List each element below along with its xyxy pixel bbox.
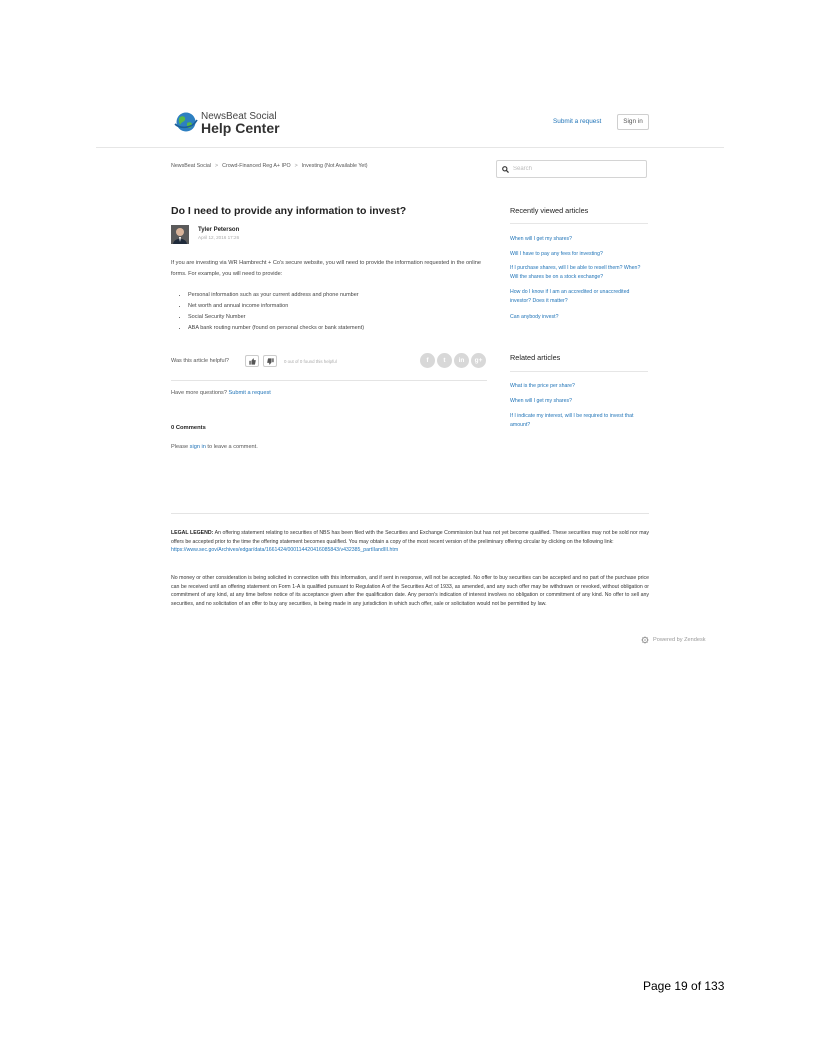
thumbs-up-icon (249, 358, 256, 365)
breadcrumb-item[interactable]: Crowd-Financed Reg A+ IPO (222, 163, 291, 169)
related-article-link[interactable]: If I indicate my interest, will I be required to invest that amount? (510, 413, 634, 428)
twitter-share-icon[interactable]: t (437, 353, 452, 368)
recent-article-link[interactable]: How do I know if I am an accredited or unaccredited investor? Does it matter? (510, 289, 630, 304)
list-item: • Personal information such as your current address and phone number (188, 290, 488, 301)
sign-in-link[interactable]: sign in (189, 444, 206, 450)
article-title: Do I need to provide any information to invest? (171, 205, 407, 217)
more-questions (171, 390, 271, 396)
linkedin-share-icon[interactable]: in (454, 353, 469, 368)
comment-prefix: Please (171, 444, 189, 450)
sign-in-button[interactable]: Sign in (617, 114, 649, 130)
vote-count: 0 out of 0 found this helpful (284, 359, 337, 364)
sidebar-divider (510, 223, 648, 224)
recently-viewed-heading: Recently viewed articles (510, 206, 589, 215)
powered-by[interactable] (641, 636, 706, 644)
sidebar-divider (510, 371, 648, 372)
brand-name: NewsBeat Social (201, 111, 277, 122)
brand-title[interactable]: Help Center (201, 120, 280, 136)
search-icon (502, 166, 509, 173)
article-date: April 12, 2016 17:26 (198, 235, 240, 240)
legal-label: LEGAL LEGEND: (171, 530, 214, 536)
search-box (496, 160, 647, 178)
globe-logo-icon (174, 111, 198, 133)
avatar (171, 225, 189, 244)
submit-request-link[interactable]: Submit a request (553, 118, 602, 125)
sec-filing-link[interactable]: https://www.sec.gov/Archives/edgar/data/1661424/000114420416085843/v432385_partIIandIII.htm (171, 547, 399, 554)
more-questions-label: Have more questions? (171, 390, 227, 396)
recent-article-link[interactable]: Can anybody invest? (510, 314, 559, 320)
page-number: Page 19 of 133 (643, 979, 725, 993)
comment-suffix: to leave a comment. (207, 444, 258, 450)
comments-heading: 0 Comments (171, 425, 206, 431)
submit-request-link[interactable]: Submit a request (228, 390, 271, 396)
related-article-link[interactable]: What is the price per share? (510, 383, 575, 389)
zendesk-gear-icon (641, 636, 649, 644)
comment-note (171, 444, 258, 450)
recent-article-link[interactable]: If I purchase shares, will I be able to resell them? When? Will the shares be on a stock exchange? (510, 265, 641, 280)
breadcrumb-separator: > (294, 163, 298, 169)
list-item: • Social Security Number (188, 312, 488, 323)
breadcrumb (171, 163, 368, 169)
person-icon (171, 225, 189, 244)
author-name[interactable]: Tyler Peterson (198, 227, 240, 233)
legal-legend (171, 529, 649, 555)
google-plus-share-icon[interactable]: g+ (471, 353, 486, 368)
list-item: • Net worth and annual income information (188, 301, 488, 312)
article-divider (171, 380, 487, 381)
article-body: If you are investing via WR Hambrecht + Co's secure website, you will need to provide the information requested in the online forms. For example, you will need to provide: (171, 260, 481, 277)
requirements-list (171, 290, 488, 334)
breadcrumb-item[interactable]: NewsBeat Social (171, 163, 212, 169)
helpful-label: Was this article helpful? (171, 358, 229, 364)
header-divider (96, 147, 724, 148)
legal-divider (171, 513, 649, 514)
list-item: • ABA bank routing number (found on personal checks or bank statement) (188, 323, 488, 334)
thumbs-down-icon (267, 358, 274, 365)
facebook-share-icon[interactable]: f (420, 353, 435, 368)
vote-up-button[interactable] (245, 355, 259, 367)
recent-article-link[interactable]: When will I get my shares? (510, 236, 572, 242)
legal-text: An offering statement relating to securities of NBS has been filed with the Securities and Exchange Commission but has not yet become qualified. These securities may not be sold nor may offers be accepted prior to the time the offering statement becomes qualified. You may obtain a copy of the most recent version of the preliminary offering circular by clicking on the following link: (171, 530, 650, 545)
breadcrumb-separator: > (215, 163, 219, 169)
vote-down-button[interactable] (263, 355, 277, 367)
recent-article-link[interactable]: Will I have to pay any fees for investing? (510, 251, 603, 257)
related-articles-heading: Related articles (510, 353, 561, 362)
powered-by-label: Powered by Zendesk (653, 637, 706, 643)
search-input[interactable] (513, 166, 633, 172)
breadcrumb-item[interactable]: Investing (Not Available Yet) (301, 163, 368, 169)
related-article-link[interactable]: When will I get my shares? (510, 398, 572, 404)
legal-disclaimer: No money or other consideration is being solicited in connection with this information, and if sent in response, will not be accepted. No offer to buy securities can be accepted and no part of the purchase price can be received until an offering statement on Form 1-A is qualified pursuant to Regulation A of the Securities Act of 1933, as amended, and any such offer may be withdrawn or revoked, without obligation or commitment of any kind, at any time before notice of its acceptance given after the qualification date. Any person's indication of interest involves no obligation or commitment of any kind. No offer to sell any securities, and no solicitation of an offer to buy any securities, is being made in any jurisdiction in which such offer, sale or solicitation would not be permitted by law. (171, 575, 649, 607)
